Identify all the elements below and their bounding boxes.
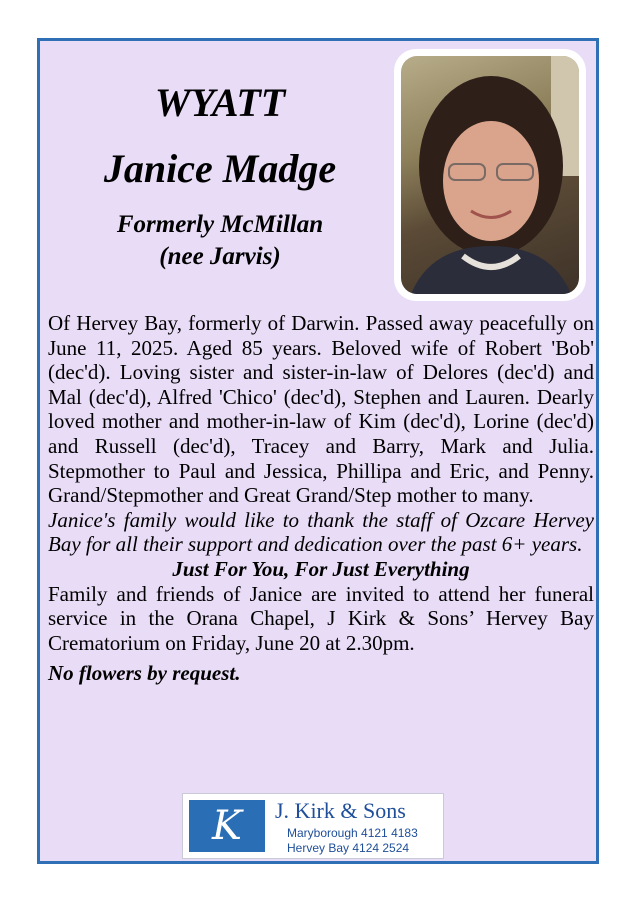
death-notice	[37, 38, 599, 864]
full-name-heading: Janice Madge	[103, 146, 337, 191]
kirk-logo-mark	[189, 800, 265, 852]
logo-phone-maryborough: Maryborough 4121 4183	[287, 826, 418, 840]
service-paragraph: Family and friends of Janice are invited to attend her funeral service in the Orana Chapel, J Kirk & Sons’ Hervey Bay Crematorium on Friday, June 20 at 2.30pm.	[48, 581, 594, 655]
logo-company-name: J. Kirk & Sons	[275, 798, 406, 823]
portrait-illustration	[401, 56, 579, 294]
portrait-photo	[401, 56, 579, 294]
obituary-paragraph: Of Hervey Bay, formerly of Darwin. Passed away peacefully on June 11, 2025. Aged 85 years. Beloved wife of Robert 'Bob' (dec'd). Loving sister and sister-in-law of Delores (dec'd) and Mal (dec'd), Alfred 'Chico' (dec'd), Stephen and Lauren. Dearly loved mother and mother-in-law of Kim (dec'd), Lorine (dec'd) and Russell (dec'd), Tracey and Barry, Mark and Julia. Stepmother to Paul and Jessica, Phillipa and Eric, and Penny. Grand/Stepmother and Great Grand/Step mother to many.	[48, 311, 594, 508]
logo-phone-hervey-bay: Hervey Bay 4124 2524	[287, 841, 410, 855]
quote-line: Just For You, For Just Everything	[172, 556, 470, 581]
nee-name: (nee Jarvis)	[159, 243, 281, 270]
surname-heading: WYATT	[154, 80, 286, 125]
thanks-paragraph: Janice's family would like to thank the staff of Ozcare Hervey Bay for all their support and dedication over the past 6+ years.	[48, 507, 594, 557]
funeral-director-logo	[182, 793, 444, 859]
portrait-frame	[394, 49, 586, 301]
notice-body	[48, 311, 594, 686]
no-flowers-note: No flowers by request.	[48, 661, 241, 686]
formerly-name: Formerly McMillan	[116, 211, 324, 238]
logo-mark-letter: K	[212, 803, 242, 849]
